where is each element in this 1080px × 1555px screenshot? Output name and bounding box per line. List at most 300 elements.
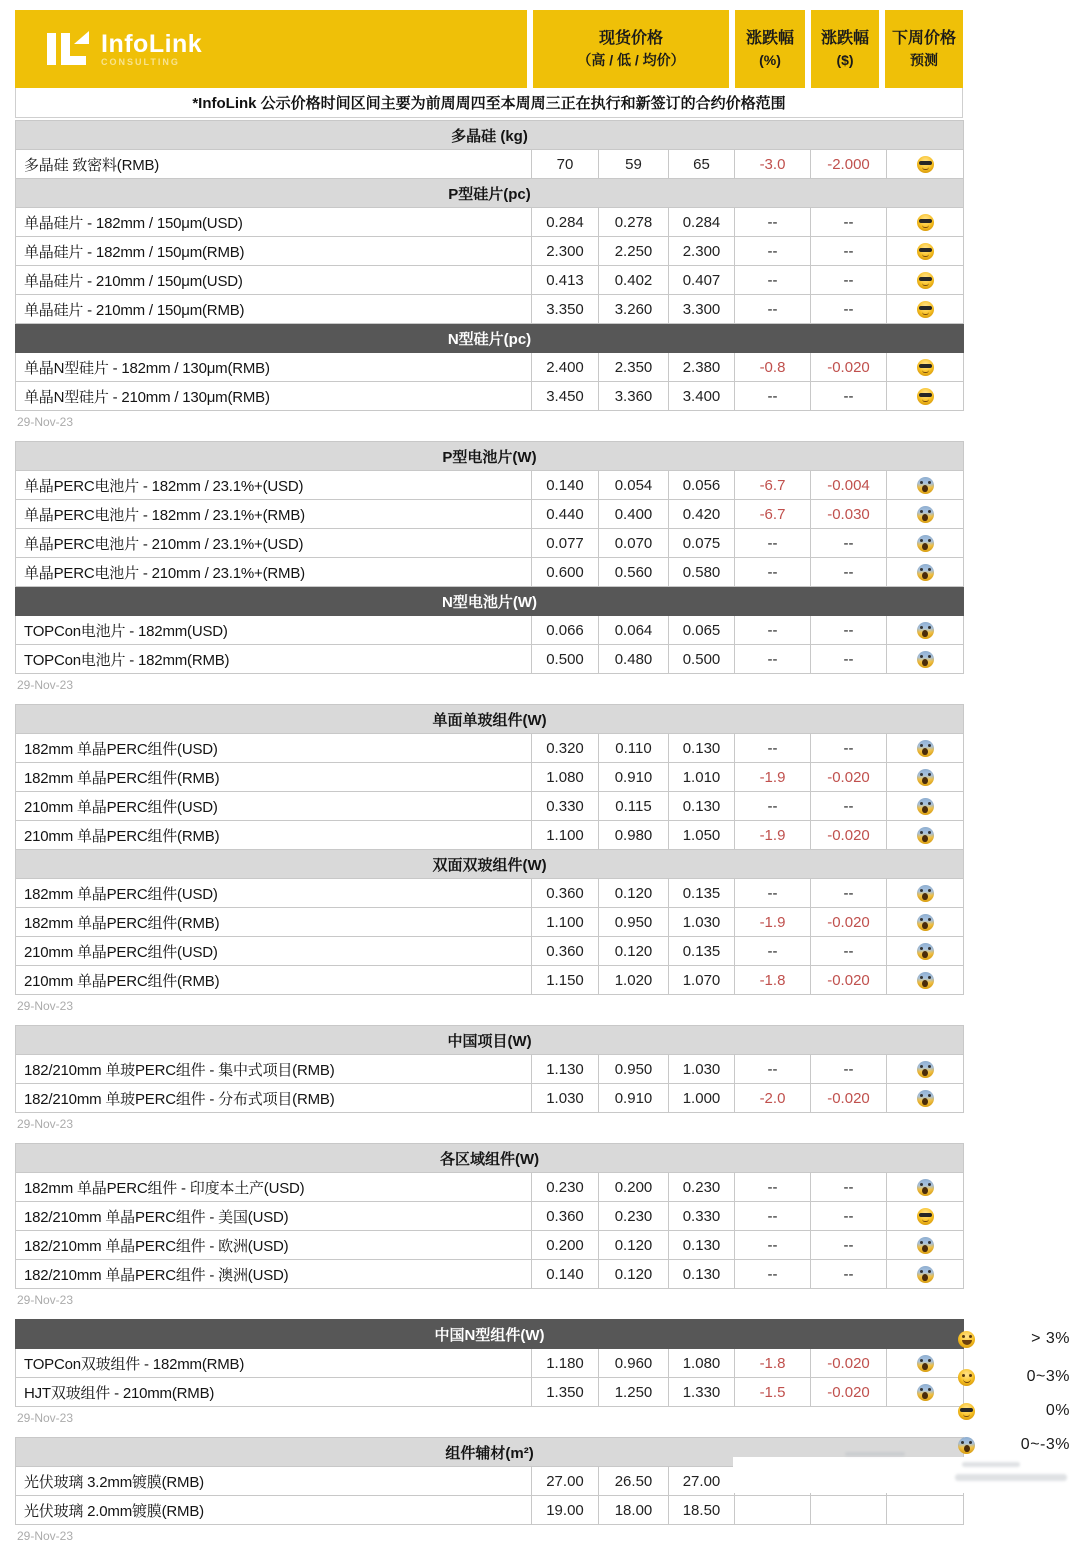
forecast-cell [887, 616, 964, 645]
high-price-cell: 0.284 [532, 208, 599, 237]
forecast-cell [887, 792, 964, 821]
change-pct-cell: -- [735, 266, 811, 295]
avg-price-cell: 0.130 [669, 1260, 735, 1289]
low-price-cell: 2.350 [599, 353, 669, 382]
low-price-cell: 0.910 [599, 763, 669, 792]
sunglasses-face-icon [958, 1403, 975, 1420]
change-pct-cell: -1.9 [735, 763, 811, 792]
scream-face-icon [917, 1061, 934, 1078]
forecast-cell [887, 266, 964, 295]
change-usd-cell: -- [811, 295, 887, 324]
product-label: 182/210mm 单晶PERC组件 - 美国(USD) [16, 1202, 532, 1231]
avg-price-cell: 0.135 [669, 937, 735, 966]
change-usd-cell: -0.020 [811, 1349, 887, 1378]
section-header: N型电池片(W) [16, 587, 964, 616]
table-row [16, 616, 964, 645]
legend-item [958, 1436, 1070, 1454]
product-label: 210mm 单晶PERC组件(USD) [16, 937, 532, 966]
sunglasses-face-icon [917, 156, 934, 173]
price-period-note: *InfoLink 公示价格时间区间主要为前周周四至本周周三正在执行和新签订的合约价格范围 [15, 88, 963, 118]
scream-face-icon [917, 885, 934, 902]
low-price-cell: 0.120 [599, 879, 669, 908]
avg-price-cell: 18.50 [669, 1496, 735, 1525]
change-pct-cell: -- [735, 645, 811, 674]
high-price-cell: 2.300 [532, 237, 599, 266]
table-row [16, 734, 964, 763]
low-price-cell: 0.230 [599, 1202, 669, 1231]
table-row [16, 879, 964, 908]
date-label: 29-Nov-23 [17, 415, 74, 429]
forecast-cell [887, 382, 964, 411]
column-header-spot-price: 现货价格 （高 / 低 / 均价） [533, 10, 729, 88]
change-pct-cell [735, 1496, 811, 1525]
product-label: 210mm 单晶PERC组件(RMB) [16, 821, 532, 850]
change-pct-cell: -- [735, 237, 811, 266]
change-usd-cell: -- [811, 1260, 887, 1289]
product-label: 182mm 单晶PERC组件 - 印度本土产(USD) [16, 1173, 532, 1202]
low-price-cell: 0.402 [599, 266, 669, 295]
scream-face-icon [917, 622, 934, 639]
change-pct-cell: -- [735, 558, 811, 587]
section-header: 各区域组件(W) [16, 1144, 964, 1173]
change-usd-cell: -0.020 [811, 1378, 887, 1407]
avg-price-cell: 1.070 [669, 966, 735, 995]
high-price-cell: 0.200 [532, 1231, 599, 1260]
scream-face-icon [917, 943, 934, 960]
sunglasses-face-icon [917, 1208, 934, 1225]
date-label: 29-Nov-23 [17, 678, 74, 692]
legend-label: 0% [1045, 1402, 1070, 1419]
legend-label: 0~3% [1026, 1368, 1070, 1385]
price-block [15, 1143, 964, 1289]
brand-name: InfoLink [101, 29, 203, 58]
high-price-cell: 3.450 [532, 382, 599, 411]
product-label: 单晶PERC电池片 - 182mm / 23.1%+(USD) [16, 471, 532, 500]
product-label: 单晶N型硅片 - 210mm / 130μm(RMB) [16, 382, 532, 411]
table-row [16, 966, 964, 995]
forecast-cell [887, 908, 964, 937]
low-price-cell: 0.120 [599, 1260, 669, 1289]
forecast-cell [887, 1202, 964, 1231]
avg-price-cell: 0.135 [669, 879, 735, 908]
low-price-cell: 3.260 [599, 295, 669, 324]
column-header-change-usd: 涨跌幅 ($) [811, 10, 879, 88]
table-row [16, 353, 964, 382]
table-row [16, 1496, 964, 1525]
scream-face-icon [917, 1237, 934, 1254]
low-price-cell: 0.200 [599, 1173, 669, 1202]
avg-price-cell: 0.075 [669, 529, 735, 558]
scream-face-icon [917, 564, 934, 581]
change-usd-cell: -- [811, 208, 887, 237]
change-usd-cell: -- [811, 237, 887, 266]
change-usd-cell: -- [811, 792, 887, 821]
change-usd-cell: -0.020 [811, 821, 887, 850]
erased-legend-smudge [845, 1452, 905, 1456]
avg-price-cell: 0.056 [669, 471, 735, 500]
low-price-cell: 1.250 [599, 1378, 669, 1407]
scream-face-icon [917, 914, 934, 931]
low-price-cell: 0.400 [599, 500, 669, 529]
avg-price-cell: 0.330 [669, 1202, 735, 1231]
low-price-cell: 0.115 [599, 792, 669, 821]
date-label: 29-Nov-23 [17, 1293, 74, 1307]
forecast-cell [887, 237, 964, 266]
forecast-cell [887, 1084, 964, 1113]
scream-face-icon [917, 769, 934, 786]
table-row [16, 500, 964, 529]
change-pct-cell: -- [735, 1231, 811, 1260]
change-pct-cell: -- [735, 937, 811, 966]
product-label: 182/210mm 单玻PERC组件 - 分布式项目(RMB) [16, 1084, 532, 1113]
high-price-cell: 2.400 [532, 353, 599, 382]
avg-price-cell: 0.130 [669, 734, 735, 763]
high-price-cell: 0.413 [532, 266, 599, 295]
low-price-cell: 18.00 [599, 1496, 669, 1525]
forecast-cell [887, 529, 964, 558]
low-price-cell: 0.980 [599, 821, 669, 850]
low-price-cell: 0.054 [599, 471, 669, 500]
forecast-cell [887, 966, 964, 995]
product-label: 单晶硅片 - 182mm / 150μm(RMB) [16, 237, 532, 266]
avg-price-cell: 0.580 [669, 558, 735, 587]
high-price-cell: 0.066 [532, 616, 599, 645]
price-block [15, 1319, 964, 1407]
high-price-cell: 1.100 [532, 821, 599, 850]
low-price-cell: 0.480 [599, 645, 669, 674]
forecast-cell [887, 1055, 964, 1084]
change-pct-cell: -- [735, 879, 811, 908]
change-pct-cell: -2.0 [735, 1084, 811, 1113]
product-label: 182mm 单晶PERC组件(RMB) [16, 908, 532, 937]
high-price-cell: 1.150 [532, 966, 599, 995]
table-row [16, 1231, 964, 1260]
high-price-cell: 1.080 [532, 763, 599, 792]
low-price-cell: 0.070 [599, 529, 669, 558]
price-block [15, 704, 964, 995]
price-block [15, 1025, 964, 1113]
date-label: 29-Nov-23 [17, 1411, 74, 1425]
table-row [16, 382, 964, 411]
change-usd-cell: -- [811, 382, 887, 411]
sunglasses-face-icon [917, 243, 934, 260]
table-row [16, 645, 964, 674]
scream-face-icon [917, 740, 934, 757]
section-header: N型硅片(pc) [16, 324, 964, 353]
high-price-cell: 0.330 [532, 792, 599, 821]
high-price-cell: 0.360 [532, 937, 599, 966]
avg-price-cell: 0.500 [669, 645, 735, 674]
forecast-cell [887, 821, 964, 850]
price-block [15, 120, 964, 411]
scream-face-icon [917, 1355, 934, 1372]
table-row [16, 1202, 964, 1231]
high-price-cell: 0.320 [532, 734, 599, 763]
section-header: P型硅片(pc) [16, 179, 964, 208]
sunglasses-face-icon [917, 359, 934, 376]
avg-price-cell: 0.130 [669, 1231, 735, 1260]
low-price-cell: 0.120 [599, 937, 669, 966]
change-usd-cell: -- [811, 1173, 887, 1202]
sunglasses-face-icon [917, 388, 934, 405]
column-header-change-pct: 涨跌幅 (%) [735, 10, 805, 88]
change-pct-cell: -- [735, 208, 811, 237]
avg-price-cell: 0.284 [669, 208, 735, 237]
avg-price-cell: 27.00 [669, 1467, 735, 1496]
table-header [15, 10, 963, 88]
change-usd-cell: -- [811, 266, 887, 295]
avg-price-cell: 1.000 [669, 1084, 735, 1113]
grin-face-icon [958, 1331, 975, 1348]
avg-price-cell: 0.230 [669, 1173, 735, 1202]
product-label: 182/210mm 单玻PERC组件 - 集中式项目(RMB) [16, 1055, 532, 1084]
table-row [16, 150, 964, 179]
low-price-cell: 26.50 [599, 1467, 669, 1496]
low-price-cell: 59 [599, 150, 669, 179]
forecast-cell [887, 353, 964, 382]
date-label: 29-Nov-23 [17, 1117, 74, 1131]
high-price-cell: 0.500 [532, 645, 599, 674]
change-pct-cell: -0.8 [735, 353, 811, 382]
forecast-cell [887, 1378, 964, 1407]
table-row [16, 763, 964, 792]
product-label: 单晶PERC电池片 - 182mm / 23.1%+(RMB) [16, 500, 532, 529]
table-row [16, 237, 964, 266]
forecast-cell [887, 1349, 964, 1378]
product-label: 182mm 单晶PERC组件(USD) [16, 734, 532, 763]
low-price-cell: 1.020 [599, 966, 669, 995]
low-price-cell: 0.910 [599, 1084, 669, 1113]
high-price-cell: 0.140 [532, 471, 599, 500]
product-label: 单晶PERC电池片 - 210mm / 23.1%+(USD) [16, 529, 532, 558]
scream-face-icon [958, 1437, 975, 1454]
change-usd-cell: -2.000 [811, 150, 887, 179]
change-usd-cell: -0.020 [811, 966, 887, 995]
forecast-cell [887, 937, 964, 966]
table-row [16, 792, 964, 821]
high-price-cell: 1.100 [532, 908, 599, 937]
change-usd-cell: -- [811, 616, 887, 645]
product-label: 单晶N型硅片 - 182mm / 130μm(RMB) [16, 353, 532, 382]
scream-face-icon [917, 1090, 934, 1107]
avg-price-cell: 2.380 [669, 353, 735, 382]
table-row [16, 1084, 964, 1113]
low-price-cell: 2.250 [599, 237, 669, 266]
product-label: 182/210mm 单晶PERC组件 - 欧洲(USD) [16, 1231, 532, 1260]
scream-face-icon [917, 535, 934, 552]
sunglasses-face-icon [917, 301, 934, 318]
avg-price-cell: 1.330 [669, 1378, 735, 1407]
product-label: 182mm 单晶PERC组件(USD) [16, 879, 532, 908]
high-price-cell: 70 [532, 150, 599, 179]
change-pct-cell: -- [735, 382, 811, 411]
scream-face-icon [917, 1384, 934, 1401]
change-pct-cell: -3.0 [735, 150, 811, 179]
change-usd-cell: -- [811, 558, 887, 587]
forecast-cell [887, 879, 964, 908]
high-price-cell: 0.360 [532, 879, 599, 908]
section-header: 多晶硅 (kg) [16, 121, 964, 150]
avg-price-cell: 1.030 [669, 908, 735, 937]
low-price-cell: 0.278 [599, 208, 669, 237]
change-usd-cell: -0.020 [811, 908, 887, 937]
change-usd-cell: -0.030 [811, 500, 887, 529]
erased-legend-smudge [955, 1474, 1067, 1481]
high-price-cell: 0.230 [532, 1173, 599, 1202]
table-row [16, 295, 964, 324]
forecast-cell [887, 208, 964, 237]
forecast-cell [887, 1496, 964, 1525]
change-usd-cell: -0.020 [811, 1084, 887, 1113]
forecast-cell [887, 500, 964, 529]
change-usd-cell: -- [811, 937, 887, 966]
product-label: 多晶硅 致密料(RMB) [16, 150, 532, 179]
product-label: TOPCon电池片 - 182mm(RMB) [16, 645, 532, 674]
change-pct-cell: -1.8 [735, 1349, 811, 1378]
change-pct-cell: -- [735, 792, 811, 821]
high-price-cell: 1.030 [532, 1084, 599, 1113]
table-row [16, 529, 964, 558]
forecast-cell [887, 1260, 964, 1289]
scream-face-icon [917, 1179, 934, 1196]
table-row [16, 208, 964, 237]
forecast-cell [887, 1231, 964, 1260]
change-pct-cell: -1.9 [735, 821, 811, 850]
low-price-cell: 0.064 [599, 616, 669, 645]
low-price-cell: 0.950 [599, 908, 669, 937]
product-label: 182mm 单晶PERC组件(RMB) [16, 763, 532, 792]
infolink-logo-icon [45, 28, 91, 70]
high-price-cell: 27.00 [532, 1467, 599, 1496]
scream-face-icon [917, 972, 934, 989]
change-pct-cell: -- [735, 295, 811, 324]
legend-label: 0~-3% [1020, 1436, 1070, 1453]
brand-header-cell [15, 10, 527, 88]
avg-price-cell: 1.030 [669, 1055, 735, 1084]
table-row [16, 821, 964, 850]
sunglasses-face-icon [917, 214, 934, 231]
low-price-cell: 0.120 [599, 1231, 669, 1260]
low-price-cell: 0.110 [599, 734, 669, 763]
forecast-cell [887, 295, 964, 324]
change-pct-cell: -1.5 [735, 1378, 811, 1407]
high-price-cell: 0.600 [532, 558, 599, 587]
table-row [16, 1349, 964, 1378]
price-block [15, 441, 964, 674]
date-label: 29-Nov-23 [17, 1529, 74, 1543]
section-header: 单面单玻组件(W) [16, 705, 964, 734]
change-usd-cell: -- [811, 879, 887, 908]
product-label: 光伏玻璃 2.0mm镀膜(RMB) [16, 1496, 532, 1525]
low-price-cell: 0.950 [599, 1055, 669, 1084]
forecast-cell [887, 471, 964, 500]
avg-price-cell: 0.420 [669, 500, 735, 529]
high-price-cell: 19.00 [532, 1496, 599, 1525]
product-label: TOPCon电池片 - 182mm(USD) [16, 616, 532, 645]
high-price-cell: 0.360 [532, 1202, 599, 1231]
change-pct-cell: -- [735, 1260, 811, 1289]
avg-price-cell: 1.050 [669, 821, 735, 850]
date-label: 29-Nov-23 [17, 999, 74, 1013]
forecast-cell [887, 734, 964, 763]
product-label: 光伏玻璃 3.2mm镀膜(RMB) [16, 1467, 532, 1496]
product-label: TOPCon双玻组件 - 182mm(RMB) [16, 1349, 532, 1378]
avg-price-cell: 0.065 [669, 616, 735, 645]
change-pct-cell: -- [735, 616, 811, 645]
forecast-cell [887, 645, 964, 674]
table-row [16, 471, 964, 500]
table-row [16, 1378, 964, 1407]
change-usd-cell: -0.004 [811, 471, 887, 500]
high-price-cell: 0.077 [532, 529, 599, 558]
avg-price-cell: 3.400 [669, 382, 735, 411]
scream-face-icon [917, 1266, 934, 1283]
high-price-cell: 0.140 [532, 1260, 599, 1289]
scream-face-icon [917, 477, 934, 494]
scream-face-icon [917, 506, 934, 523]
table-row [16, 908, 964, 937]
product-label: 单晶PERC电池片 - 210mm / 23.1%+(RMB) [16, 558, 532, 587]
avg-price-cell: 1.010 [669, 763, 735, 792]
low-price-cell: 0.560 [599, 558, 669, 587]
change-usd-cell: -0.020 [811, 353, 887, 382]
sunglasses-face-icon [917, 272, 934, 289]
brand-subtitle: CONSULTING [101, 56, 180, 67]
section-header: 中国N型组件(W) [16, 1320, 964, 1349]
table-row [16, 558, 964, 587]
table-row [16, 937, 964, 966]
high-price-cell: 1.350 [532, 1378, 599, 1407]
change-pct-cell: -1.9 [735, 908, 811, 937]
change-usd-cell: -- [811, 1231, 887, 1260]
change-pct-cell: -- [735, 734, 811, 763]
avg-price-cell: 1.080 [669, 1349, 735, 1378]
legend-item [958, 1330, 1070, 1348]
change-usd-cell: -0.020 [811, 763, 887, 792]
avg-price-cell: 3.300 [669, 295, 735, 324]
section-header: P型电池片(W) [16, 442, 964, 471]
product-label: 单晶硅片 - 210mm / 150μm(USD) [16, 266, 532, 295]
table-row [16, 1173, 964, 1202]
section-header: 中国项目(W) [16, 1026, 964, 1055]
product-label: HJT双玻组件 - 210mm(RMB) [16, 1378, 532, 1407]
change-usd-cell: -- [811, 1202, 887, 1231]
legend-item [958, 1368, 1070, 1386]
scream-face-icon [917, 827, 934, 844]
product-label: 182/210mm 单晶PERC组件 - 澳洲(USD) [16, 1260, 532, 1289]
low-price-cell: 0.960 [599, 1349, 669, 1378]
table-row [16, 1260, 964, 1289]
high-price-cell: 1.180 [532, 1349, 599, 1378]
table-row [16, 266, 964, 295]
change-pct-cell: -- [735, 1202, 811, 1231]
change-pct-cell: -1.8 [735, 966, 811, 995]
high-price-cell: 3.350 [532, 295, 599, 324]
change-usd-cell [811, 1496, 887, 1525]
change-pct-cell: -- [735, 529, 811, 558]
change-usd-cell: -- [811, 1055, 887, 1084]
erased-legend-smudge [962, 1462, 1020, 1467]
change-pct-cell: -6.7 [735, 471, 811, 500]
high-price-cell: 0.440 [532, 500, 599, 529]
change-usd-cell: -- [811, 734, 887, 763]
product-label: 单晶硅片 - 210mm / 150μm(RMB) [16, 295, 532, 324]
scream-face-icon [917, 798, 934, 815]
product-label: 单晶硅片 - 182mm / 150μm(USD) [16, 208, 532, 237]
avg-price-cell: 65 [669, 150, 735, 179]
legend-item [958, 1402, 1070, 1420]
column-header-forecast: 下周价格 预测 [885, 10, 963, 88]
